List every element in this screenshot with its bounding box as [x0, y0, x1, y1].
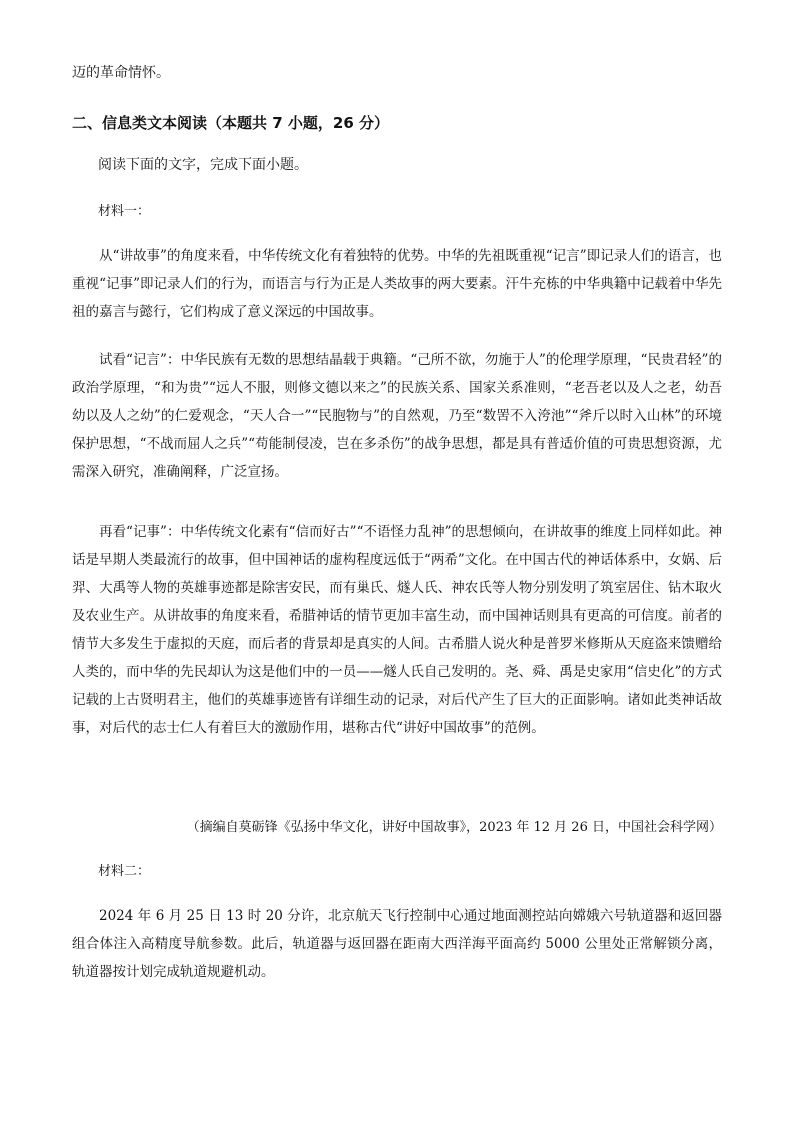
- material1-paragraph: 从“讲故事”的角度来看，中华传统文化有着独特的优势。中华的先祖既重视“记言”即记录人们的语言，也重视“记事”即记录人们的行为，而语言与行为正是人类故事的两大要素。汗牛充栋的中华典籍中记载着中华先祖的嘉言与懿行，它们构成了意义深远的中国故事。: [72, 248, 722, 320]
- continuation-text: 迈的革命情怀。: [72, 65, 170, 81]
- section-heading: 二、信息类文本阅读（本题共 7 小题，26 分）: [72, 114, 389, 132]
- material2-label: 材料二：: [98, 864, 151, 879]
- instruction-text: 阅读下面的文字，完成下面小题。: [98, 157, 308, 173]
- material1-label: 材料一：: [98, 204, 151, 219]
- material1-source: （摘编自莫砺锋《弘扬中华文化，讲好中国故事》，2023 年 12 月 26 日，中国社会科学网）: [186, 820, 722, 835]
- material1-paragraph: 试看“记言”：中华民族有无数的思想结晶载于典籍。“己所不欲，勿施于人”的伦理学原理，“民贵君轻”的政治学原理，“和为贵”“远人不服，则修文德以来之”的民族关系、国家关系准则，“老吾老以及人之老，幼吾幼以及人之幼”的仁爱观念，“天人合一”“民胞物与”的自然观，乃至“数罟不入洿池”“斧斤以时入山林”的环境保护思想，“不战而屈人之兵”“苟能制侵凌，岂在多杀伤”的战争思想，都是具有普适价值的可贵思想资源，尤需深入研究，准确阐释，广泛宣扬。: [72, 352, 722, 480]
- material2-paragraph: 2024 年 6 月 25 日 13 时 20 分许，北京航天飞行控制中心通过地面测控站向嫦娥六号轨道器和返回器组合体注入高精度导航参数。此后，轨道器与返回器在距南大西洋海平面高约 5000 公里处正常解锁分离，轨道器按计划完成轨道规避机动。: [72, 908, 722, 980]
- material1-paragraph: 再看“记事”：中华传统文化素有“信而好古”“不语怪力乱神”的思想倾向，在讲故事的维度上同样如此。神话是早期人类最流行的故事，但中国神话的虚构程度远低于“两希”文化。在中国古代的神话体系中，女娲、后羿、大禹等人物的英雄事迹都是除害安民，而有巢氏、燧人氏、神农氏等人物分别发明了筑室居住、钻木取火及农业生产。从讲故事的角度来看，希腊神话的情节更加丰富生动，而中国神话则具有更高的可信度。前者的情节大多发生于虚拟的天庭，而后者的背景却是真实的人间。古希腊人说火种是普罗米修斯从天庭盗来馈赠给人类的，而中华的先民却认为这是他们中的一员——燧人氏自己发明的。尧、舜、禹是史家用“信史化”的方式记载的上古贤明君主，他们的英雄事迹皆有详细生动的记录，对后代产生了巨大的正面影响。诸如此类神话故事，对后代的志士仁人有着巨大的激励作用，堪称古代“讲好中国故事”的范例。: [72, 524, 722, 736]
